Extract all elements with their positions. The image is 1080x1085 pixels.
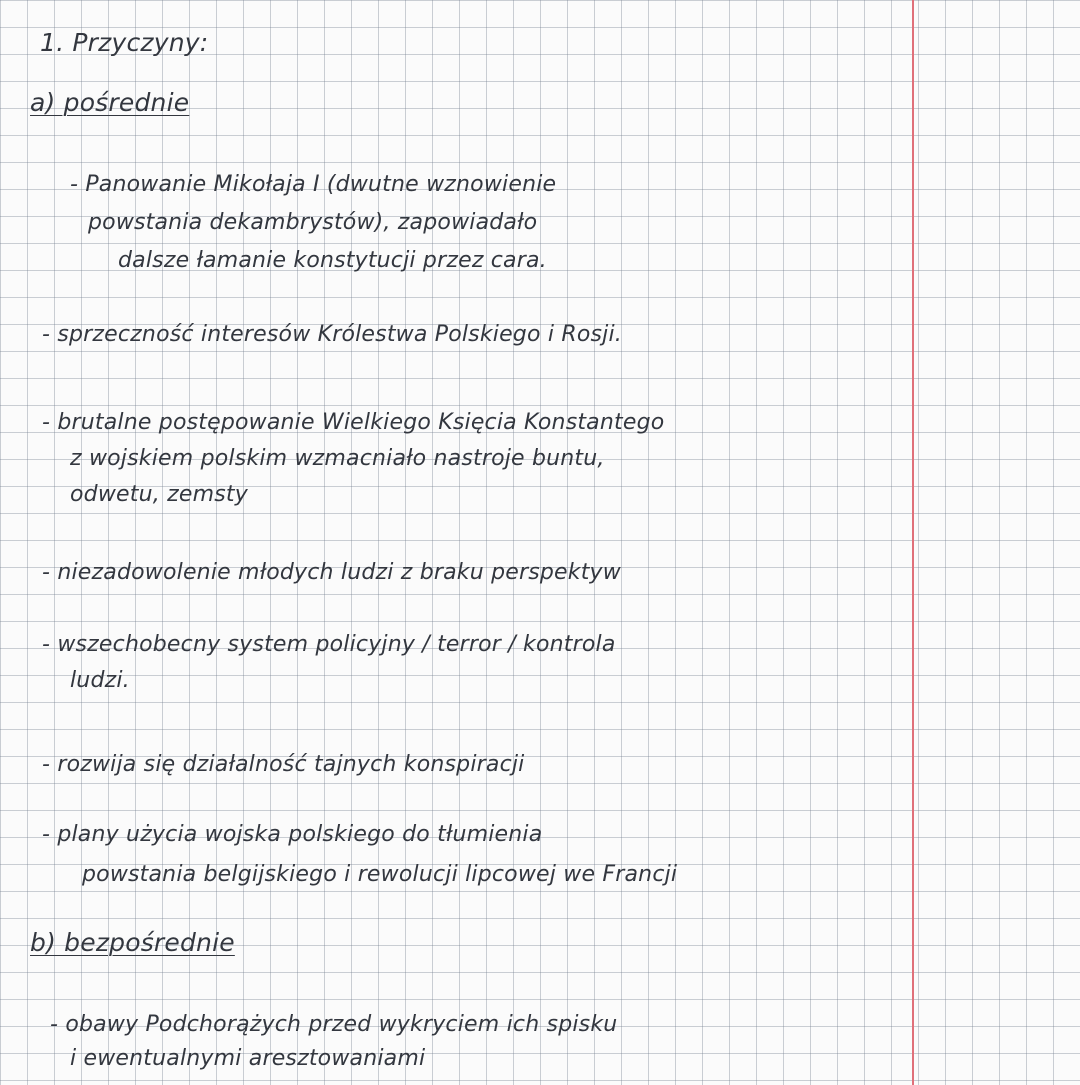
note-line: - Panowanie Mikołaja I (dwutne wznowienie: [70, 172, 557, 197]
note-line: ludzi.: [70, 668, 130, 693]
note-line: - sprzeczność interesów Królestwa Polskiego i Rosji.: [42, 322, 622, 347]
note-line: i ewentualnymi aresztowaniami: [70, 1046, 426, 1071]
section-a-heading: a) pośrednie: [30, 88, 190, 117]
section-b-heading: b) bezpośrednie: [30, 928, 235, 957]
notes-heading: 1. Przyczyny:: [40, 28, 209, 57]
note-line: - brutalne postępowanie Wielkiego Księcia Konstantego: [42, 410, 665, 435]
note-line: powstania dekambrystów), zapowiadało: [88, 210, 538, 235]
note-line: powstania belgijskiego i rewolucji lipcowej we Francji: [82, 862, 678, 887]
note-line: z wojskiem polskim wzmacniało nastroje buntu,: [70, 446, 605, 471]
note-line: - niezadowolenie młodych ludzi z braku perspektyw: [42, 560, 621, 585]
note-line: - plany użycia wojska polskiego do tłumienia: [42, 822, 543, 847]
note-line: - obawy Podchorążych przed wykryciem ich spisku: [50, 1012, 618, 1037]
note-line: dalsze łamanie konstytucji przez cara.: [118, 248, 547, 273]
margin-line: [912, 0, 914, 1085]
note-line: odwetu, zemsty: [70, 482, 248, 507]
note-line: - rozwija się działalność tajnych konspiracji: [42, 752, 525, 777]
note-line: - wszechobecny system policyjny / terror / kontrola: [42, 632, 616, 657]
